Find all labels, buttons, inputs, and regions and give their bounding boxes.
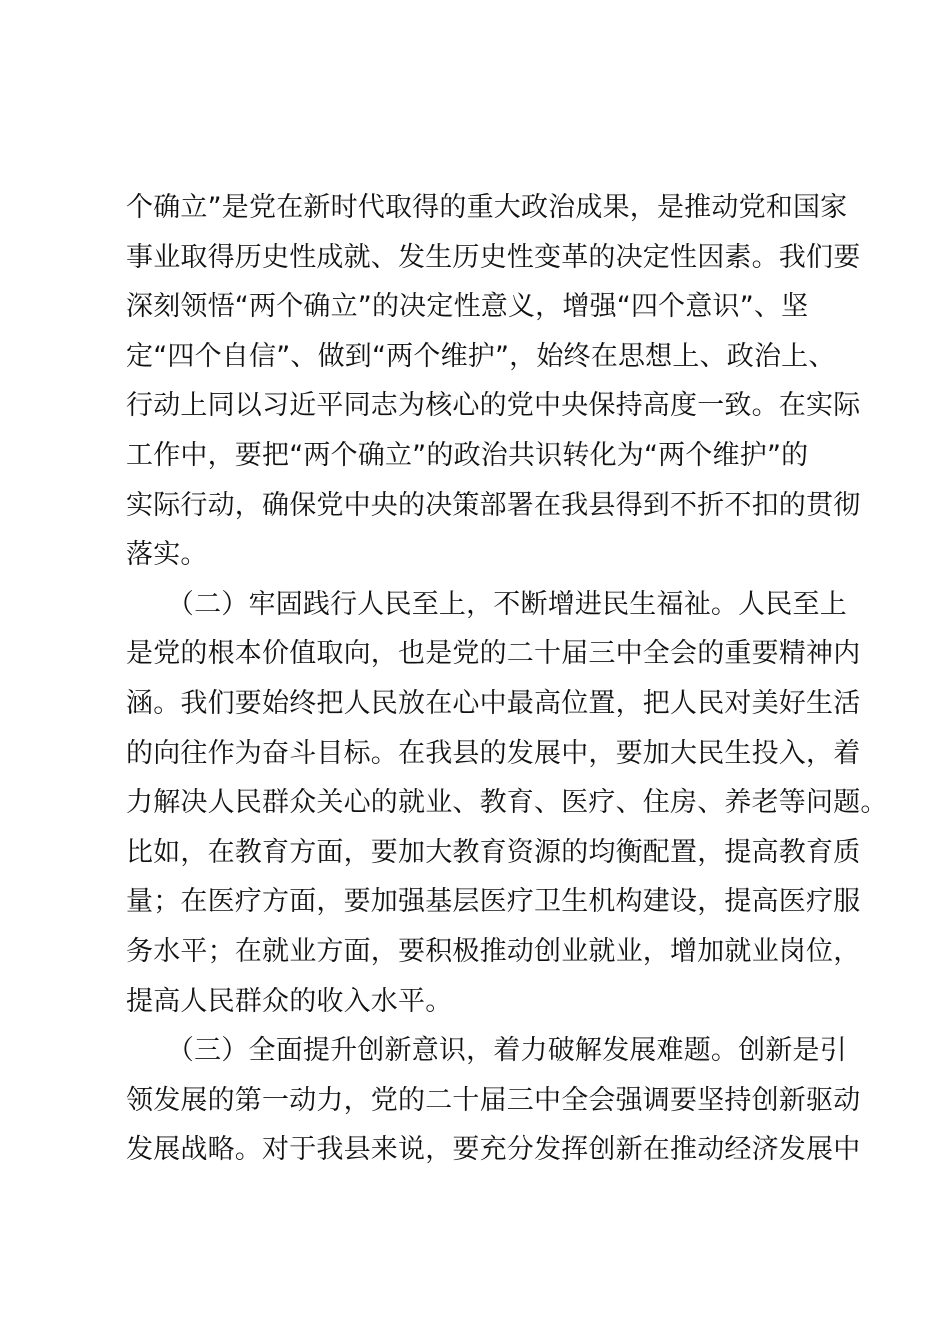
text-line: 领发展的第一动力，党的二十届三中全会强调要坚持创新驱动 [126,1084,861,1116]
text-line: 力解决人民群众关心的就业、教育、医疗、住房、养老等问题。 [126,787,888,819]
paragraph-2-heading-line: （二）牢固践行人民至上，不断增进民生福祉。人民至上 [126,588,847,620]
text-line: 是党的根本价值取向，也是党的二十届三中全会的重要精神内 [126,638,861,670]
text-line: 工作中，要把“两个确立”的政治共识转化为“两个维护”的 [126,439,809,471]
text-line: 涵。我们要始终把人民放在心中最高位置，把人民对美好生活 [126,687,861,719]
text-line: 比如，在教育方面，要加大教育资源的均衡配置，提高教育质 [126,836,861,868]
text-line: 深刻领悟“两个确立”的决定性意义，增强“四个意识”、坚 [126,291,809,323]
text-line: 定“四个自信”、做到“两个维护”，始终在思想上、政治上、 [126,340,836,372]
text-line: 事业取得历史性成就、发生历史性变革的决定性因素。我们要 [126,241,861,273]
text-line: 落实。 [126,539,208,571]
body-text [126,183,888,1175]
text-line: 量；在医疗方面，要加强基层医疗卫生机构建设，提高医疗服 [126,886,861,918]
text-line: 行动上同以习近平同志为核心的党中央保持高度一致。在实际 [126,390,861,422]
text-line: 提高人民群众的收入水平。 [126,985,453,1017]
text-line: 务水平；在就业方面，要积极推动创业就业，增加就业岗位， [126,935,861,967]
text-line: 发展战略。对于我县来说，要充分发挥创新在推动经济发展中 [126,1134,861,1166]
text-line: 实际行动，确保党中央的决策部署在我县得到不折不扣的贯彻 [126,489,861,521]
paragraph-3-heading-line: （三）全面提升创新意识，着力破解发展难题。创新是引 [126,1035,847,1067]
text-line: 个确立”是党在新时代取得的重大政治成果，是推动党和国家 [126,192,848,223]
text-line: 的向往作为奋斗目标。在我县的发展中，要加大民生投入，着 [126,737,861,769]
